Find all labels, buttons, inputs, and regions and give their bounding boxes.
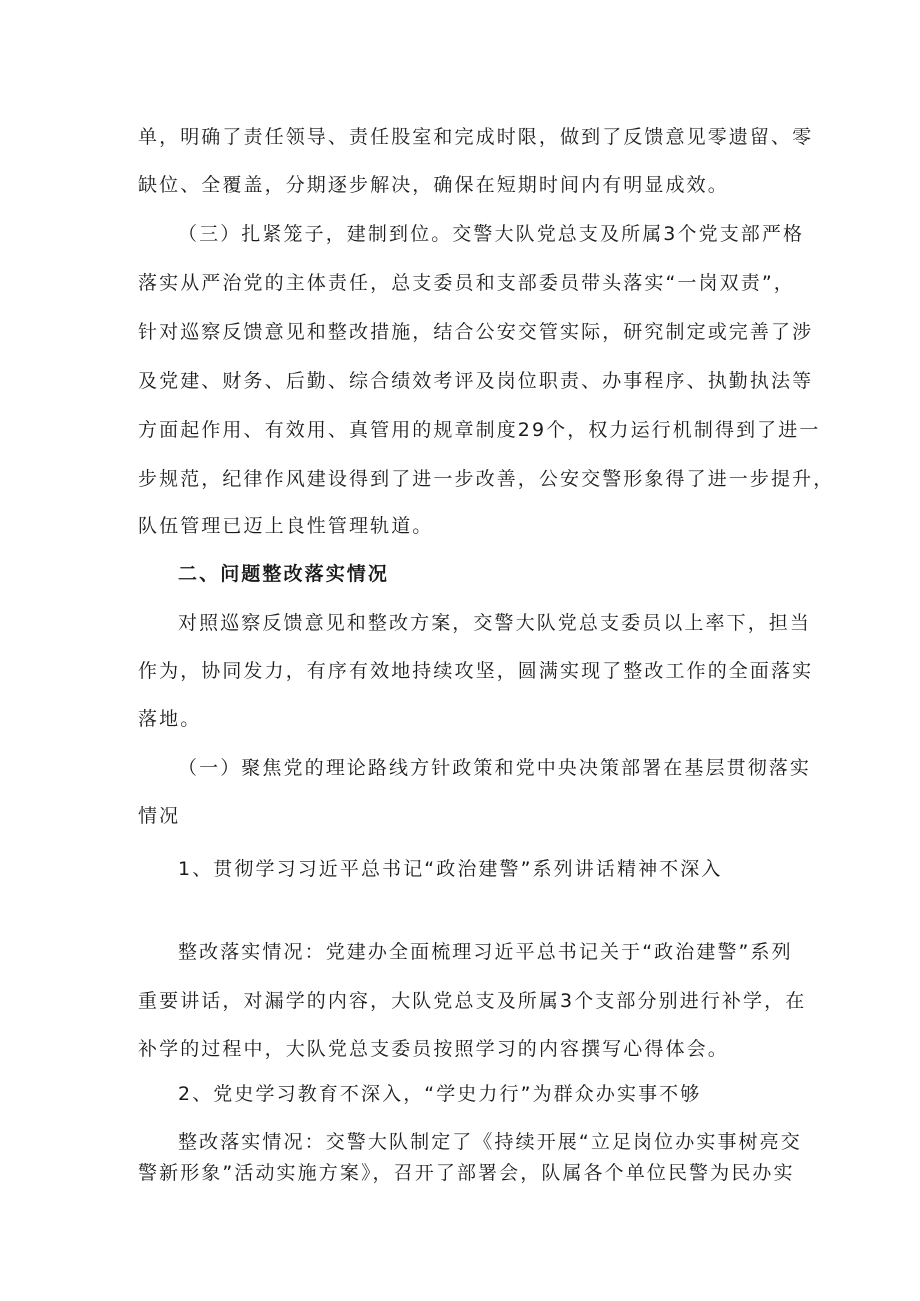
paragraph-line: 方面起作用、有效用、真管用的规章制度29个，权力运行机制得到了进一 [138,419,821,441]
item-heading: 1、贯彻学习习近平总书记“政治建警”系列讲话精神不深入 [178,858,723,880]
section-heading: 二、问题整改落实情况 [178,563,390,585]
paragraph-line: 整改落实情况：交警大队制定了《持续开展“立足岗位办实事树亮交 [178,1131,802,1153]
paragraph-line: 警新形象”活动实施方案》，召开了部署会，队属各个单位民警为民办实 [138,1162,795,1184]
subsection-heading-continued: 情况 [138,805,181,827]
paragraph-line: 针对巡察反馈意见和整改措施，结合公安交管实际，研究制定或完善了涉 [138,321,814,343]
paragraph-line: 对照巡察反馈意见和整改方案，交警大队党总支委员以上率下，担当 [178,612,812,634]
paragraph-line: 缺位、全覆盖，分期逐步解决，确保在短期时间内有明显成效。 [138,174,729,196]
paragraph-line: 队伍管理已迈上良性管理轨道。 [138,515,434,537]
paragraph-line: 单，明确了责任领导、责任股室和完成时限，做到了反馈意见零遗留、零 [138,126,814,148]
paragraph-line: 补学的过程中，大队党总支委员按照学习的内容撰写心得体会。 [138,1038,729,1060]
paragraph-line: 落实从严治党的主体责任，总支委员和支部委员带头落实“一岗双责”， [138,272,795,294]
paragraph-line: 整改落实情况：党建办全面梳理习近平总书记关于“政治建警”系列 [178,941,793,963]
subsection-heading: （一）聚焦党的理论路线方针政策和党中央决策部署在基层贯彻落实 [178,757,812,779]
paragraph-line: 作为，协同发力，有序有效地持续攻坚，圆满实现了整改工作的全面落实 [138,660,814,682]
section-paragraph-line: （三）扎紧笼子，建制到位。交警大队党总支及所属3个党支部严格 [178,223,805,245]
paragraph-line: 重要讲话，对漏学的内容，大队党总支及所属3个支部分别进行补学，在 [138,990,807,1012]
item-heading: 2、党史学习教育不深入，“学史力行”为群众办实事不够 [178,1083,702,1105]
paragraph-line: 落地。 [138,708,202,730]
paragraph-line: 及党建、财务、后勤、综合绩效考评及岗位职责、办事程序、执勤执法等 [138,370,814,392]
paragraph-line: 步规范，纪律作风建设得到了进一步改善，公安交警形象得了进一步提升， [138,468,835,490]
